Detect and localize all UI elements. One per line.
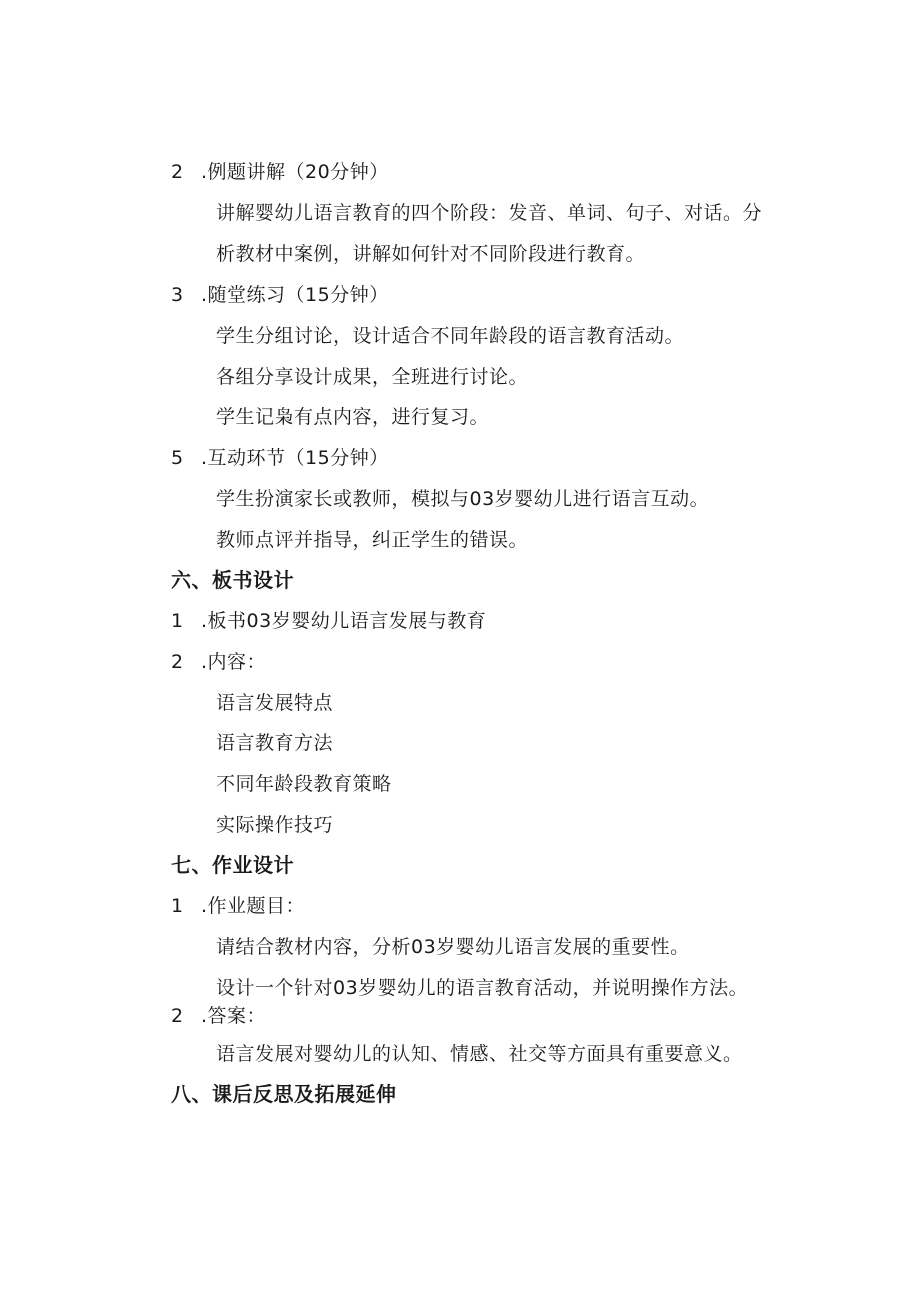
list-item — [171, 650, 266, 674]
paragraph-line: 请结合教材内容，分析03岁婴幼儿语言发展的重要性。 — [216, 936, 690, 958]
paragraph-line: 教师点评并指导，纠正学生的错误。 — [216, 529, 529, 551]
item-text: .互动环节（15分钟） — [201, 447, 389, 469]
list-item — [171, 446, 389, 470]
list-item — [171, 283, 389, 307]
section-heading: 八、课后反思及拓展延伸 — [171, 1082, 397, 1106]
item-text: .内容： — [201, 651, 267, 673]
item-number: 1 — [171, 610, 184, 632]
paragraph-line: 不同年龄段教育策略 — [216, 773, 392, 795]
item-number: 5 — [171, 447, 184, 469]
item-number: 3 — [171, 284, 184, 306]
paragraph-line: 析教材中案例，讲解如何针对不同阶段进行教育。 — [216, 243, 646, 265]
list-item — [171, 894, 305, 918]
paragraph-line: 语言发展特点 — [216, 692, 334, 714]
paragraph-line: 设计一个针对03岁婴幼儿的语言教育活动，并说明操作方法。 — [216, 977, 749, 999]
paragraph-line: 讲解婴幼儿语言教育的四个阶段：发音、单词、句子、对话。分 — [216, 202, 763, 224]
item-number: 1 — [171, 895, 184, 917]
paragraph-line: 各组分享设计成果，全班进行讨论。 — [216, 366, 529, 388]
list-item — [171, 609, 486, 633]
item-text: .作业题目： — [201, 895, 306, 917]
item-text: .随堂练习（15分钟） — [201, 284, 389, 306]
section-heading: 七、作业设计 — [171, 853, 294, 877]
list-item — [171, 1004, 266, 1028]
item-number: 2 — [171, 651, 184, 673]
paragraph-line: 学生分组讨论，设计适合不同年龄段的语言教育活动。 — [216, 325, 685, 347]
paragraph-line: 语言发展对婴幼儿的认知、情感、社交等方面具有重要意义。 — [216, 1043, 743, 1065]
item-text: .板书03岁婴幼儿语言发展与教育 — [201, 610, 487, 632]
section-heading: 六、板书设计 — [171, 568, 294, 592]
item-number: 2 — [171, 1005, 184, 1027]
paragraph-line: 实际操作技巧 — [216, 814, 334, 836]
item-number: 2 — [171, 161, 184, 183]
item-text: .答案： — [201, 1005, 267, 1027]
paragraph-line: 语言教育方法 — [216, 732, 334, 754]
paragraph-line: 学生扮演家长或教师，模拟与03岁婴幼儿进行语言互动。 — [216, 488, 710, 510]
paragraph-line: 学生记枭有点内容，进行复习。 — [216, 406, 490, 428]
item-text: .例题讲解（20分钟） — [201, 161, 389, 183]
list-item — [171, 160, 389, 184]
